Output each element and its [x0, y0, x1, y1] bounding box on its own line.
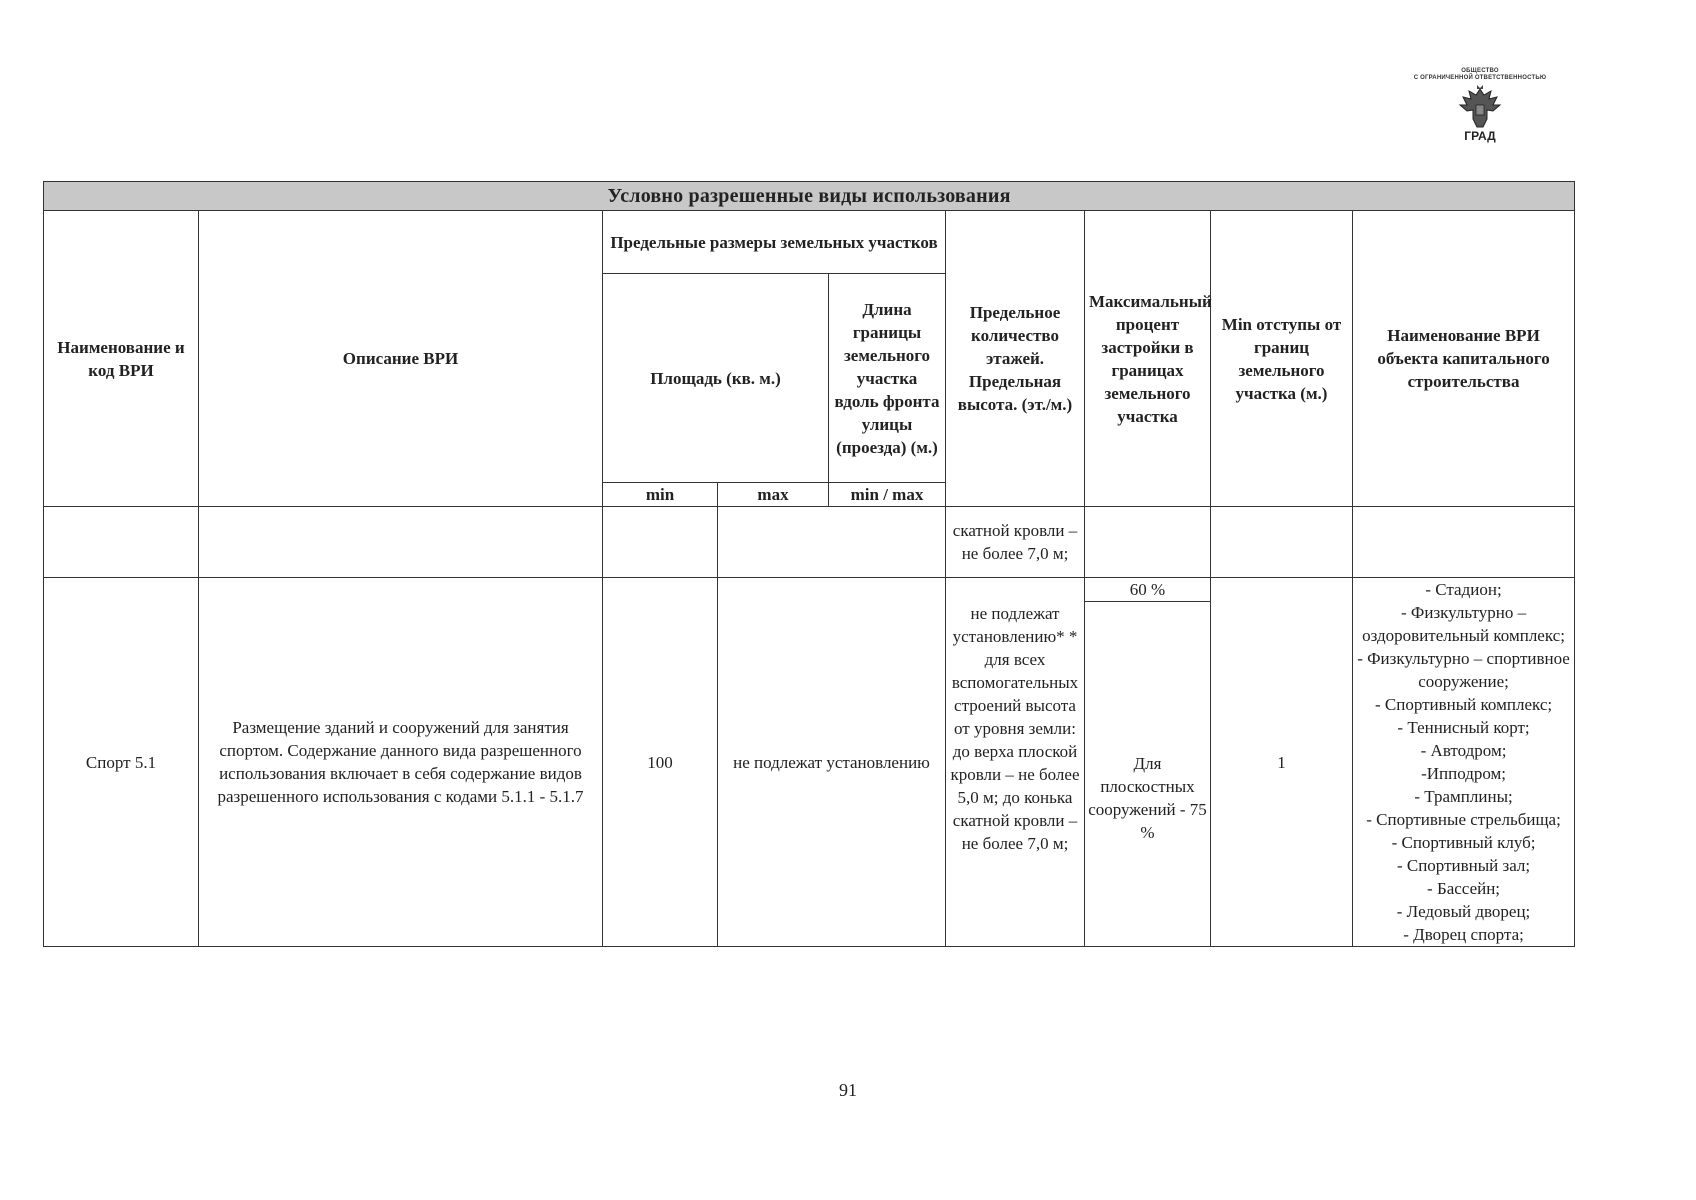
list-item: - Стадион;: [1425, 580, 1502, 599]
logo-caption-line1: ОБЩЕСТВО: [1461, 68, 1499, 74]
list-item: - Физкультурно – спортивное сооружение;: [1357, 649, 1570, 691]
header-plot-sizes: Предельные размеры земельных участков: [603, 211, 946, 274]
list-item: - Теннисный корт;: [1397, 718, 1530, 737]
cell-name-code: Спорт 5.1: [44, 578, 199, 947]
cell-area-max-frontage: не подлежат установлению: [718, 578, 946, 947]
header-area-max: max: [718, 483, 829, 507]
list-item: - Спортивные стрельбища;: [1366, 810, 1561, 829]
header-frontage: Длина границы земельного участка вдоль фронта улицы (проезда) (м.): [829, 274, 946, 483]
permitted-use-table: [43, 181, 1575, 947]
header-max-percent: Максимальный процент застройки в границах земельного участка: [1085, 211, 1211, 507]
percent-main: 60 %: [1085, 578, 1210, 602]
cell-floors-continuation: скатной кровли – не более 7,0 м;: [946, 507, 1085, 578]
cell-empty: [44, 507, 199, 578]
header-name-code: Наименование и код ВРИ: [44, 211, 199, 507]
table-row-sport: [44, 578, 1575, 947]
list-item: - Спортивный комплекс;: [1374, 695, 1553, 714]
header-description: Описание ВРИ: [199, 211, 603, 507]
list-item: - Бассейн;: [1427, 879, 1501, 898]
cell-empty: [718, 507, 946, 578]
header-floors: Предельное количество этажей. Предельная высота. (эт./м.): [946, 211, 1085, 507]
company-logo: [1390, 68, 1570, 154]
cell-empty: [603, 507, 718, 578]
list-item: - Дворец спорта;: [1403, 925, 1524, 944]
list-item: - Автодром;: [1420, 741, 1507, 760]
logo-caption-line2: С ОГРАНИЧЕННОЙ ОТВЕТСТВЕННОСТЬЮ: [1413, 75, 1547, 81]
cell-empty: [199, 507, 603, 578]
cell-area-min: 100: [603, 578, 718, 947]
list-item: - Физкультурно – оздоровительный комплекс;: [1362, 603, 1565, 645]
header-area-min: min: [603, 483, 718, 507]
table-title: Условно разрешенные виды использования: [44, 182, 1575, 211]
list-item: - Трамплины;: [1414, 787, 1513, 806]
page-number: 91: [839, 1080, 857, 1100]
cell-max-percent: [1085, 578, 1211, 947]
percent-planar: Для плоскостных сооружений - 75 %: [1088, 754, 1207, 842]
header-area: Площадь (кв. м.): [603, 274, 829, 483]
cell-empty: [1211, 507, 1353, 578]
cell-floors: не подлежат установлению* * для всех вспомогательных строений высота от уровня земли: до верха плоской кровли – не более 5,0 м; до конька скатной кровли – не более 7,0 м;: [946, 578, 1085, 947]
double-headed-eagle-icon: [1457, 83, 1503, 131]
header-object-name: Наименование ВРИ объекта капитального строительства: [1353, 211, 1575, 507]
cell-description: Размещение зданий и сооружений для занятия спортом. Содержание данного вида разрешенного использования включает в себя содержание видов разрешенного использования с кодами 5.1.1 - 5.1.7: [199, 578, 603, 947]
list-item: - Спортивный клуб;: [1391, 833, 1536, 852]
cell-empty: [1085, 507, 1211, 578]
header-setbacks: Min отступы от границ земельного участка (м.): [1211, 211, 1353, 507]
list-item: - Ледовый дворец;: [1396, 902, 1531, 921]
cell-setback: 1: [1211, 578, 1353, 947]
table-row-continuation: [44, 507, 1575, 578]
list-item: -Ипподром;: [1421, 764, 1507, 783]
cell-empty: [1353, 507, 1575, 578]
logo-name: ГРАД: [1464, 129, 1496, 143]
list-item: - Спортивный зал;: [1396, 856, 1531, 875]
cell-object-list: [1353, 578, 1575, 947]
header-frontage-minmax: min / max: [829, 483, 946, 507]
